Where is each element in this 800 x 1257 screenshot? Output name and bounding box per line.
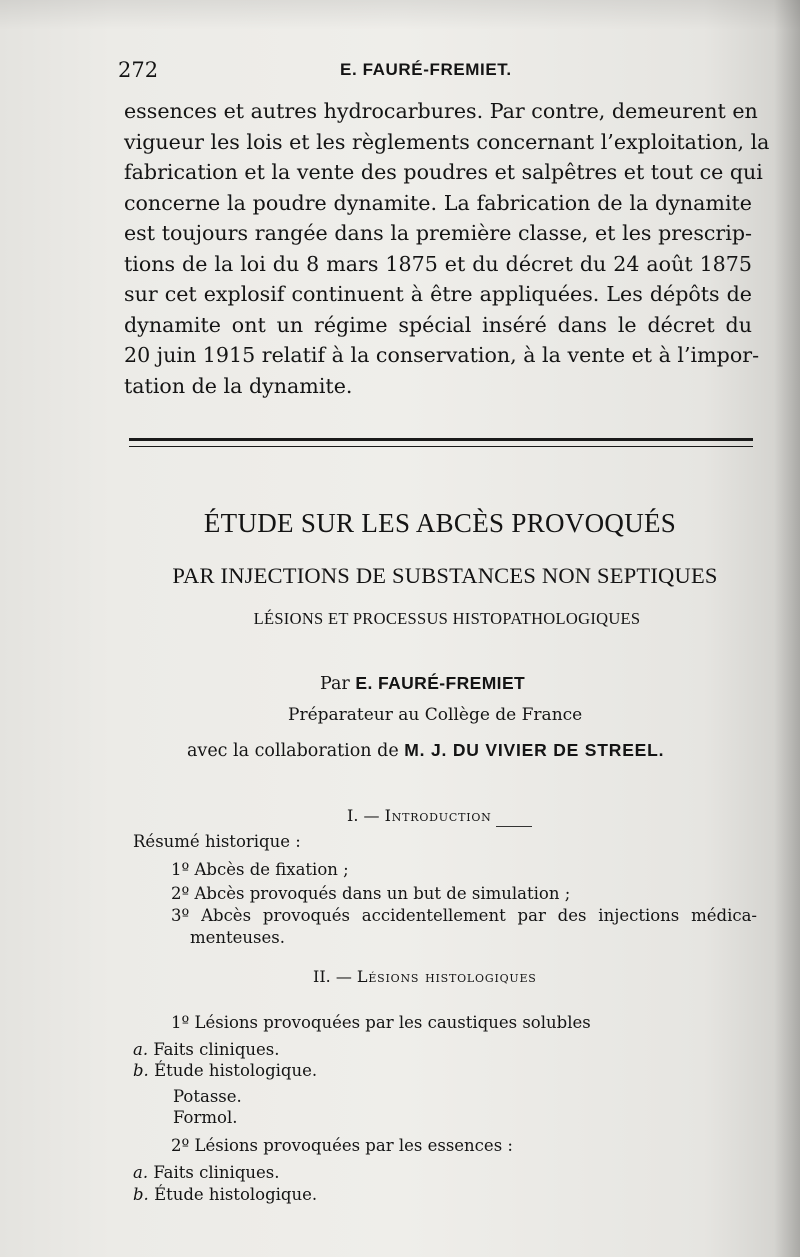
body-line-last: tation de la dynamite. [124,373,353,398]
body-line: tions de la loi du 8 mars 1875 et du décret du 24 août 1875 [124,251,752,276]
body-line: concerne la poudre dynamite. La fabrication de la dynamite [124,190,752,215]
collaborator-name: M. J. DU VIVIER DE STREEL. [404,740,665,760]
summary-item-continued: menteuses. [190,928,286,947]
section-number: I. — [347,806,380,825]
list-text: Faits cliniques. [153,1163,280,1182]
article-subsubtitle: LÉSIONS ET PROCESSUS HISTOPATHOLOGIQUES [253,609,641,628]
byline [320,673,525,694]
body-line: fabrication et la vente des poudres et salpêtres et tout ce qui [124,160,763,184]
body-line: sur cet explosif continuent à être appliquées. Les dépôts de [124,282,752,306]
list-subitem: Potasse. [173,1087,242,1106]
section-title: Introduction [384,806,492,825]
page-number: 272 [118,58,159,82]
list-subitem: Formol. [173,1108,238,1127]
list-text: Étude histologique. [154,1061,318,1080]
list-item [133,1040,280,1059]
list-text: Faits cliniques. [153,1040,280,1059]
list-item [133,1163,280,1182]
running-head [118,58,758,86]
article-subtitle: PAR INJECTIONS DE SUBSTANCES NON SEPTIQUES [172,563,718,588]
list-item [133,1061,317,1080]
collab-prefix: avec la collaboration de [187,741,399,761]
subsection-essences: 2º Lésions provoquées par les essences : [171,1136,513,1155]
subsection-caustics: 1º Lésions provoquées par les caustiques solubles [171,1013,591,1032]
summary-item: 2º Abcès provoqués dans un but de simulation ; [171,884,571,903]
summary-subhead: Résumé historique : [133,832,301,851]
collaboration-line [187,740,664,761]
heading-underline [496,826,532,827]
list-letter: b. [133,1185,149,1204]
list-item [133,1185,317,1204]
author-affiliation: Préparateur au Collège de France [288,705,583,725]
body-line: est toujours rangée dans la première classe, et les prescrip- [124,221,752,245]
author-name: E. FAURÉ-FREMIET [355,673,526,693]
body-line: vigueur les lois et les règlements concernant l’exploitation, la [124,129,770,154]
section-title: Lésions histologiques [356,967,537,986]
byline-prefix: Par [320,674,350,694]
section-heading-lesions [313,967,537,986]
body-line: 20 juin 1915 relatif à la conservation, à la vente et à l’impor- [124,343,760,367]
summary-item: 1º Abcès de fixation ; [171,860,349,879]
summary-item: 3º Abcès provoqués accidentellement par des injections médica- [171,906,757,925]
section-divider-thick [129,438,753,441]
page-shadow-top [0,0,800,30]
running-head-author: E. FAURÉ-FREMIET. [340,60,512,79]
section-divider-thin [129,446,753,447]
section-number: II. — [313,967,352,986]
list-letter: a. [133,1163,149,1182]
body-paragraph [124,96,770,401]
list-letter: a. [133,1040,149,1059]
section-heading-introduction [347,806,492,825]
list-letter: b. [133,1061,149,1080]
page-shadow-right [774,0,800,1257]
article-title: ÉTUDE SUR LES ABCÈS PROVOQUÉS [203,508,677,538]
body-line: dynamite ont un régime spécial inséré dans le décret du [124,312,752,337]
list-text: Étude histologique. [154,1185,318,1204]
body-line: essences et autres hydrocarbures. Par contre, demeurent en [124,99,758,123]
